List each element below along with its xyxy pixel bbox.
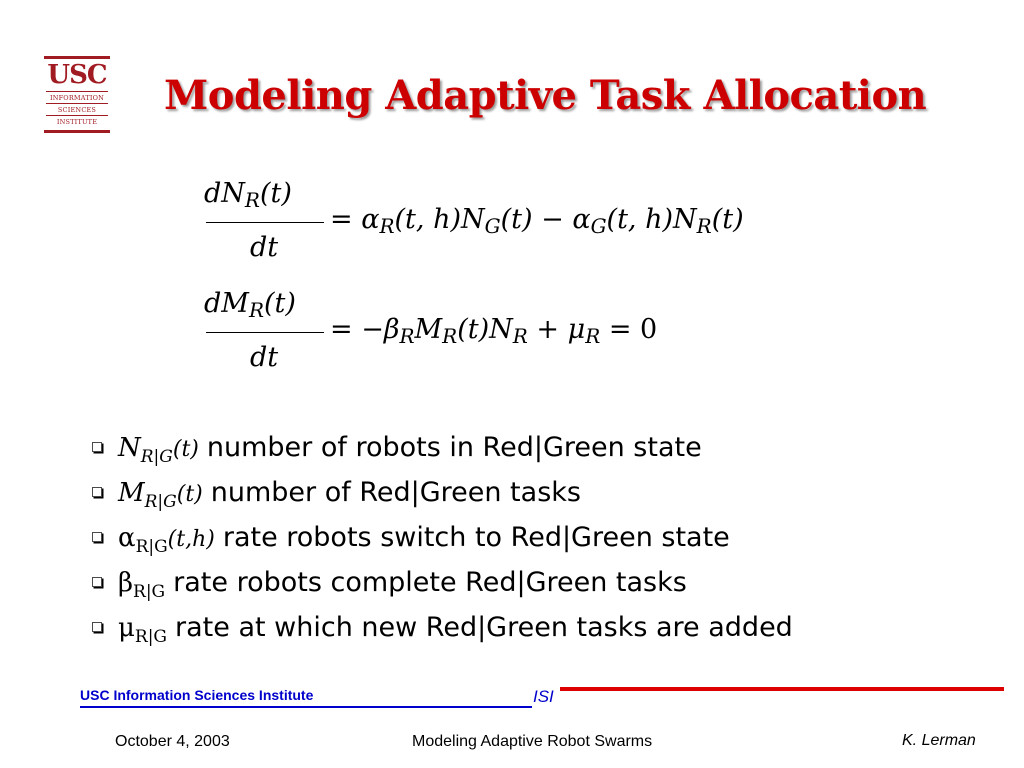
- logo-top-bar: [44, 56, 110, 59]
- bullet-text: rate robots complete Red|Green tasks: [173, 567, 687, 598]
- logo-divider: [46, 115, 108, 116]
- equation-term: (t, h)N: [606, 204, 697, 235]
- footer-red-rule: [560, 687, 1004, 691]
- footer-date: October 4, 2003: [115, 733, 230, 750]
- footer-presentation-title: Modeling Adaptive Robot Swarms: [412, 733, 653, 750]
- bullet-symbol: N: [118, 433, 141, 463]
- fraction-bar: [206, 332, 324, 333]
- footer-isi-mark: ISI: [533, 687, 554, 706]
- equation-term: =: [330, 204, 362, 235]
- bullet-symbol-args: (t,h): [167, 527, 215, 552]
- equation-term: (t) −: [500, 204, 573, 235]
- logo-line-3: INSTITUTE: [56, 118, 98, 126]
- logo-line-2: SCIENCES: [57, 106, 97, 114]
- equation-term: μ: [567, 314, 586, 345]
- bullet-symbol: α: [118, 523, 136, 553]
- usc-isi-logo: [44, 56, 110, 136]
- equation-subscript: R: [585, 324, 601, 348]
- bullet-text: number of robots in Red|Green state: [206, 432, 702, 463]
- bullet-text: rate at which new Red|Green tasks are added: [175, 612, 793, 643]
- equation-term: (t)N: [457, 314, 513, 345]
- equation-term: α: [572, 204, 591, 235]
- fraction-numerator: $dN_R(t)$: [204, 178, 292, 212]
- bullet-list: [92, 428, 793, 653]
- equation-term: M: [414, 314, 443, 345]
- bullet-symbol-subscript: R|G: [134, 627, 168, 647]
- bullet-item: [92, 518, 793, 563]
- bullet-symbol-subscript: R|G: [144, 492, 177, 512]
- footer-underline: [80, 706, 532, 708]
- equation-right-side: [330, 204, 744, 238]
- equation-right-side: [330, 314, 657, 348]
- square-bullet-icon: [92, 442, 102, 452]
- equation-subscript: R: [512, 324, 528, 348]
- equation-term: +: [527, 314, 568, 345]
- equation-term: (t): [711, 204, 744, 235]
- square-bullet-icon: [92, 577, 102, 587]
- equation-subscript: R: [399, 324, 415, 348]
- square-bullet-icon: [92, 487, 102, 497]
- bullet-item: [92, 563, 793, 608]
- bullet-symbol: β: [118, 568, 134, 598]
- bullet-item: [92, 473, 793, 518]
- bullet-item: [92, 428, 793, 473]
- bullet-symbol-args: (t): [176, 482, 203, 507]
- equation-term: (t, h)N: [394, 204, 485, 235]
- bullet-symbol-subscript: R|G: [133, 582, 166, 602]
- bullet-text: number of Red|Green tasks: [210, 477, 581, 508]
- equation-subscript: R: [442, 324, 458, 348]
- equation-subscript: R: [696, 214, 712, 238]
- equation-term: β: [383, 314, 400, 345]
- equation-term: = 0: [600, 314, 658, 345]
- equation-subscript: G: [484, 214, 501, 238]
- equation-subscript: R: [379, 214, 395, 238]
- bullet-item: [92, 608, 793, 653]
- square-bullet-icon: [92, 622, 102, 632]
- logo-bottom-bar: [44, 130, 110, 133]
- fraction-denominator: dt: [250, 342, 279, 373]
- equation-subscript: G: [590, 214, 607, 238]
- fraction-numerator: $dM_R(t)$: [204, 288, 296, 322]
- bullet-symbol: μ: [118, 613, 135, 643]
- square-bullet-icon: [92, 532, 102, 542]
- footer-author: K. Lerman: [902, 732, 976, 749]
- equation-term: α: [361, 204, 380, 235]
- logo-divider: [46, 91, 108, 92]
- logo-line-1: INFORMATION: [49, 94, 105, 102]
- bullet-text: rate robots switch to Red|Green state: [222, 522, 730, 553]
- bullet-symbol-subscript: R|G: [140, 447, 173, 467]
- fraction-bar: [206, 222, 324, 223]
- logo-usc-text: USC: [47, 60, 107, 90]
- logo-divider: [46, 103, 108, 104]
- equation-term: = −: [330, 314, 384, 345]
- bullet-symbol-args: (t): [172, 437, 199, 462]
- bullet-symbol-subscript: R|G: [135, 537, 168, 557]
- footer-institute: USC Information Sciences Institute: [80, 687, 314, 703]
- bullet-symbol: M: [118, 478, 145, 508]
- fraction-denominator: dt: [250, 232, 279, 263]
- slide-title: Modeling Adaptive Task Allocation: [164, 72, 927, 119]
